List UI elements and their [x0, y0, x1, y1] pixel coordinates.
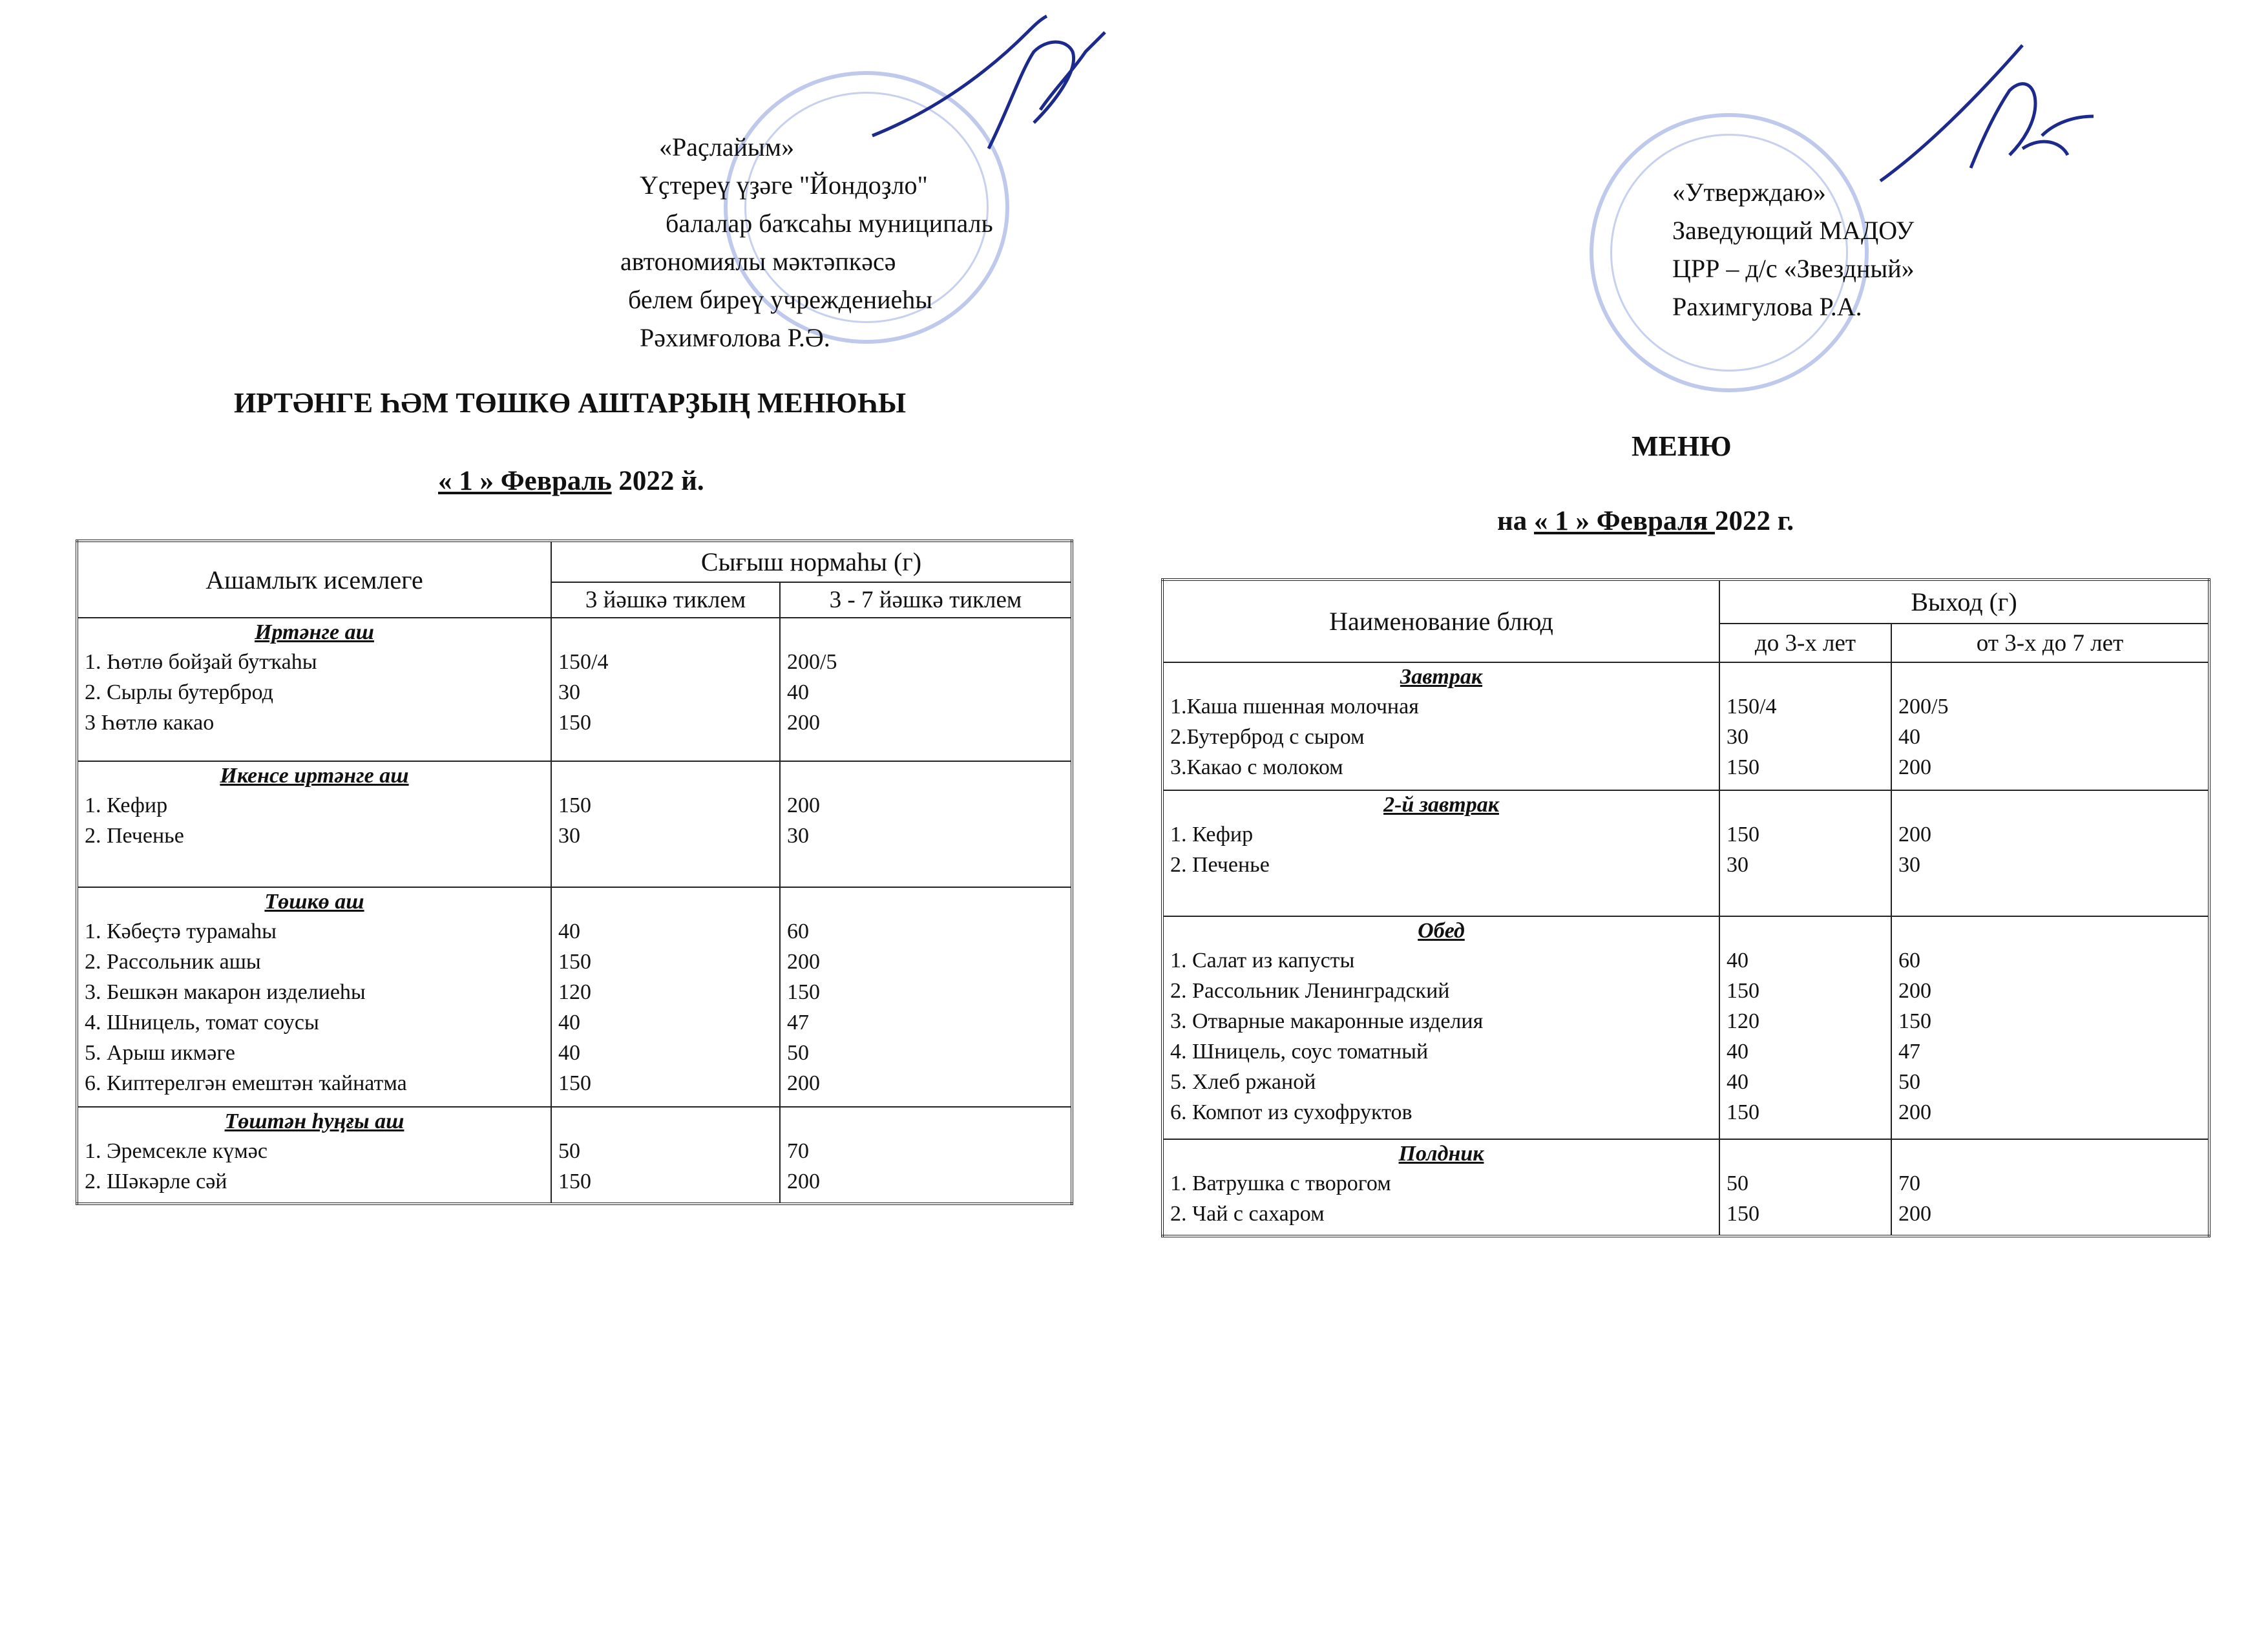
portion-value: 150 [1727, 979, 1759, 1003]
portion-value: 60 [1898, 949, 1920, 972]
portion-value: 150 [558, 711, 591, 735]
dish-item: 2. Сырлы бутерброд [85, 680, 273, 704]
dish-item: 3.Какао с молоком [1170, 755, 1343, 779]
portion-value: 200 [1898, 1202, 1931, 1226]
meal-section-title: Полдник [1398, 1142, 1484, 1166]
right-document-title: МЕНЮ [1632, 430, 1732, 462]
portion-value: 120 [558, 980, 591, 1004]
table-row [1162, 916, 2209, 1139]
left-col-output-header: Сығыш нормаһы (г) [551, 541, 1072, 582]
portion-value: 150 [558, 1071, 591, 1095]
portion-value: 40 [1727, 1040, 1748, 1064]
meal-section-title: 2-й завтрак [1383, 793, 1499, 817]
portion-value: 200 [1898, 1100, 1931, 1124]
portion-value: 60 [787, 919, 809, 943]
portion-value: 150 [1727, 823, 1759, 846]
left-document-title: ИРТӘНГЕ ҺӘМ ТӨШКӨ АШТАРҘЫҢ МЕНЮҺЫ [234, 387, 907, 419]
portion-value: 150 [1898, 1009, 1931, 1033]
dish-item: 2. Печенье [85, 824, 184, 848]
portion-value: 40 [558, 1011, 580, 1035]
dish-item: 3. Отварные макаронные изделия [1170, 1009, 1484, 1033]
dish-item: 2. Чай с сахаром [1170, 1202, 1325, 1226]
dish-item: 4. Шницель, соус томатный [1170, 1040, 1429, 1064]
dish-item: 6. Компот из сухофруктов [1170, 1100, 1412, 1124]
left-document-date [438, 465, 704, 497]
portion-value: 150 [1727, 1202, 1759, 1226]
right-date-day: « 1 » Февраля [1534, 506, 1715, 536]
portion-value: 200/5 [1898, 695, 1949, 719]
left-col-a-header: 3 йәшкә тиклем [551, 582, 780, 618]
table-row [77, 618, 1072, 761]
portion-value: 200 [787, 1071, 820, 1095]
portion-value: 200 [1898, 823, 1931, 846]
dish-item: 1. Ватрушка с творогом [1170, 1171, 1391, 1195]
portion-value: 200/5 [787, 650, 837, 674]
left-approval-line: Рәхимғолова Р.Ә. [640, 323, 830, 352]
right-approval-line: «Утверждаю» [1672, 178, 1826, 207]
dish-item: 2. Шәкәрле сәй [85, 1170, 227, 1193]
portion-value: 50 [1727, 1171, 1748, 1195]
left-approval-block [620, 128, 993, 357]
dish-item: 6. Киптерелгән емештән ҡайнатма [85, 1071, 407, 1095]
meal-section-title: Төшкө аш [264, 890, 364, 914]
portion-value: 47 [1898, 1040, 1920, 1064]
dish-item: 1. Кефир [1170, 823, 1254, 846]
portion-value: 40 [1898, 725, 1920, 749]
right-approval-line: Заведующий МАДОУ [1672, 216, 1915, 245]
right-date-prefix: на [1497, 506, 1535, 536]
portion-value: 200 [787, 1170, 820, 1193]
portion-value: 50 [558, 1139, 580, 1163]
portion-value: 40 [1727, 1070, 1748, 1094]
portion-value: 150 [1727, 1100, 1759, 1124]
dish-item: 1. Эремсекле күмәс [85, 1139, 268, 1163]
dish-item: 5. Хлеб ржаной [1170, 1070, 1316, 1094]
portion-value: 150 [787, 980, 820, 1004]
table-row [1162, 1139, 2209, 1236]
portion-value: 150/4 [558, 650, 609, 674]
right-menu-table [1161, 578, 2210, 1237]
left-col-b-header: 3 - 7 йәшкә тиклем [780, 582, 1072, 618]
portion-value: 150 [1727, 755, 1759, 779]
portion-value: 120 [1727, 1009, 1759, 1033]
portion-value: 70 [787, 1139, 809, 1163]
right-col-output-header: Выход (г) [1719, 580, 2209, 624]
portion-value: 50 [787, 1041, 809, 1065]
portion-value: 30 [787, 824, 809, 848]
meal-section-title: Икенсе иртәнге аш [220, 764, 409, 788]
dish-item: 1. Кәбеҫтә турамаһы [85, 919, 277, 943]
right-date-year: 2022 г. [1714, 506, 1794, 536]
left-date-year: 2022 й. [611, 466, 704, 496]
portion-value: 200 [787, 793, 820, 817]
portion-value: 30 [1727, 725, 1748, 749]
table-row [77, 887, 1072, 1107]
portion-value: 150 [558, 793, 591, 817]
dish-item: 2.Бутерброд с сыром [1170, 725, 1365, 749]
portion-value: 70 [1898, 1171, 1920, 1195]
dish-item: 2. Рассольник Ленинградский [1170, 979, 1450, 1003]
portion-value: 150 [558, 1170, 591, 1193]
dish-item: 3 Һөтлө какао [85, 711, 215, 735]
right-col-name-header: Наименование блюд [1162, 580, 1719, 662]
portion-value: 200 [1898, 755, 1931, 779]
portion-value: 47 [787, 1011, 809, 1035]
portion-value: 200 [787, 950, 820, 974]
dish-item: 1. Кефир [85, 793, 168, 817]
table-row [77, 761, 1072, 887]
portion-value: 30 [558, 824, 580, 848]
table-row [77, 1107, 1072, 1204]
table-row [1162, 662, 2209, 790]
signature-right [1874, 39, 2106, 194]
left-approval-line: автономиялы мәктәпкәсә [620, 247, 896, 276]
portion-value: 30 [1898, 853, 1920, 877]
portion-value: 40 [558, 919, 580, 943]
portion-value: 150/4 [1727, 695, 1777, 719]
left-col-name-header: Ашамлыҡ исемлеге [77, 541, 551, 618]
right-col-a-header: до 3-х лет [1719, 624, 1891, 662]
left-approval-line: Үҫтереү үҙәге "Йондоҙло" [640, 171, 928, 200]
portion-value: 200 [787, 711, 820, 735]
portion-value: 50 [1898, 1070, 1920, 1094]
meal-section-title: Төштән һуңғы аш [224, 1109, 404, 1133]
portion-value: 40 [558, 1041, 580, 1065]
left-date-day: « 1 » Февраль [438, 466, 612, 496]
dish-item: 3. Бешкән макарон изделиеһы [85, 980, 366, 1004]
portion-value: 30 [1727, 853, 1748, 877]
dish-item: 1. Һөтлө бойҙай бутҡаһы [85, 650, 317, 674]
portion-value: 200 [1898, 979, 1931, 1003]
dish-item: 2. Рассольник ашы [85, 950, 261, 974]
right-document-date [1497, 505, 1794, 537]
left-menu-table [76, 540, 1073, 1205]
right-approval-block [1672, 173, 1915, 326]
right-approval-line: Рахимгулова Р.А. [1672, 292, 1862, 321]
table-row [1162, 790, 2209, 916]
portion-value: 40 [787, 680, 809, 704]
dish-item: 1. Салат из капусты [1170, 949, 1355, 972]
left-approval-line: «Раҫлайым» [659, 132, 795, 162]
left-approval-line: белем биреү учреждениеһы [628, 285, 933, 314]
dish-item: 5. Арыш икмәге [85, 1041, 235, 1065]
meal-section-title: Обед [1418, 919, 1465, 943]
right-col-b-header: от 3-х до 7 лет [1891, 624, 2209, 662]
meal-section-title: Иртәнге аш [255, 620, 374, 644]
portion-value: 30 [558, 680, 580, 704]
portion-value: 150 [558, 950, 591, 974]
meal-section-title: Завтрак [1400, 665, 1483, 689]
left-approval-line: балалар баҡсаһы муниципаль [666, 209, 993, 238]
portion-value: 40 [1727, 949, 1748, 972]
dish-item: 4. Шницель, томат соусы [85, 1011, 319, 1035]
dish-item: 1.Каша пшенная молочная [1170, 695, 1419, 719]
right-approval-line: ЦРР – д/с «Звездный» [1672, 254, 1915, 283]
dish-item: 2. Печенье [1170, 853, 1270, 877]
